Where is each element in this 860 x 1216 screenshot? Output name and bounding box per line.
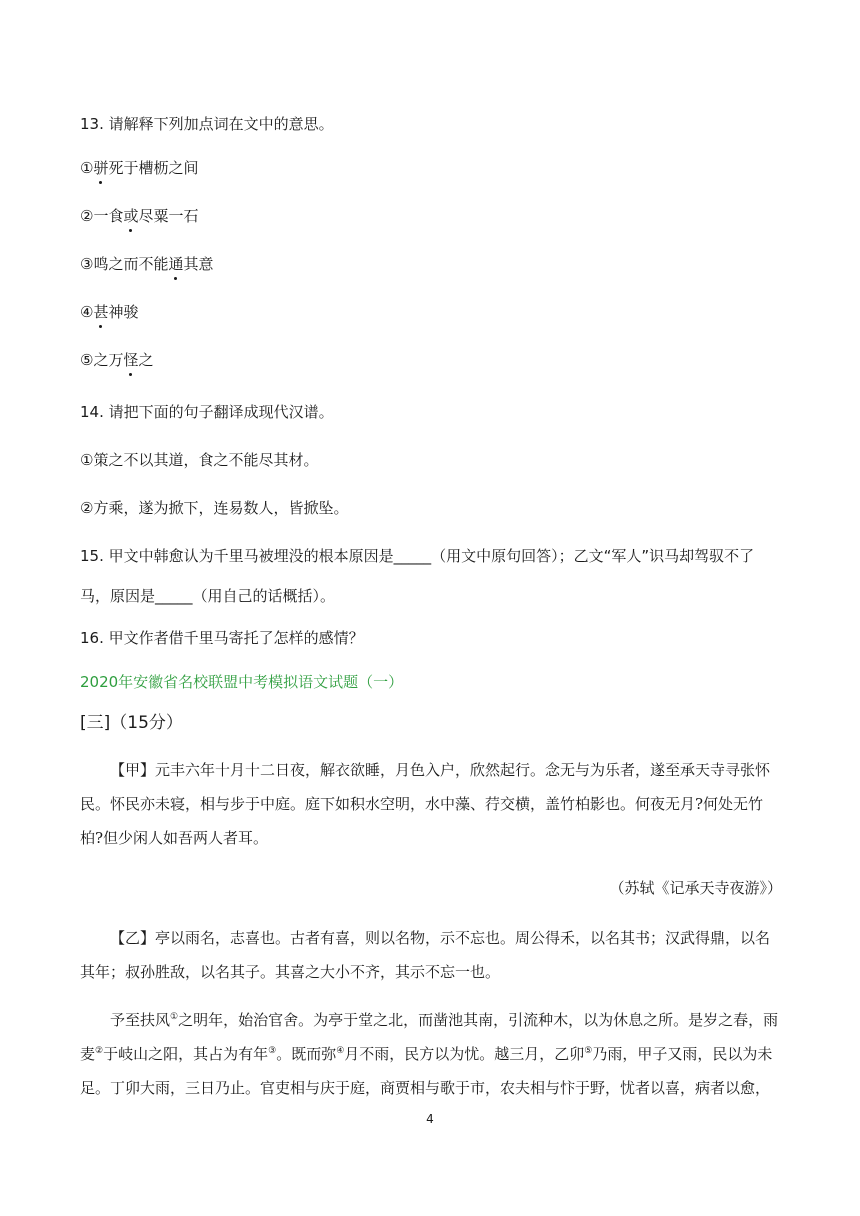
dotted-word: 甚 (93, 300, 108, 324)
footnote-marker: ⑤ (584, 1046, 593, 1056)
passage-jia: 【甲】元丰六年十月十二日夜，解衣欲睡，月色入户，欣然起行。念无与为乐者，遂至承天寺寻张怀民。怀民亦未寝，相与步于中庭。庭下如积水空明，水中藻、荇交横，盖竹柏影也。何夜无月?何处无竹柏?但少闲人如吾两人者耳。 (80, 761, 771, 847)
footnote-marker: ① (170, 1012, 179, 1022)
question-15: 15. 甲文中韩愈认为千里马被埋没的根本原因是_____（用文中原句回答）；乙文“军人”识马却驾驭不了马，原因是_____（用自己的话概括）。 (80, 547, 755, 605)
footnote-marker: ③ (268, 1046, 277, 1056)
q14-item-1: ①策之不以其道，食之不能尽其材。 (80, 451, 319, 469)
q13-item-5: ⑤之万怪之 (80, 348, 153, 372)
passage-yi-paragraph-1: 【乙】亭以雨名，志喜也。古者有喜，则以名物，示不忘也。周公得禾，以名其书；汉武得鼎，以名其年；叔孙胜敌，以名其子。其喜之大小不齐，其示不忘一也。 (80, 929, 771, 981)
page-number: 4 (426, 1112, 434, 1126)
passage-jia-source: （苏轼《记承天寺夜游》） (609, 879, 782, 897)
footnote-marker: ② (95, 1046, 104, 1056)
q13-item-3: ③鸣之而不能通其意 (80, 252, 213, 276)
dotted-word: 怪 (123, 348, 138, 372)
dotted-word: 通 (168, 252, 183, 276)
q13-item-4: ④甚神骏 (80, 300, 138, 324)
footnote-marker: ④ (336, 1046, 345, 1056)
dotted-word: 骈 (93, 156, 108, 180)
passage-yi-paragraph-2: 予至扶风①之明年，始治官舍。为亭于堂之北，而凿池其南，引流种木，以为休息之所。是岁之春，雨麦②于岐山之阳，其占为有年③。既而弥④月不雨，民方以为忧。越三月，乙卯⑤乃雨，甲子又雨，民以为未足。丁卯大雨，三日乃止。官吏相与庆于庭，商贾相与歌于市，农夫相与忭于野，忧者以喜，病者以愈， (80, 1011, 779, 1097)
question-13-stem: 13. 请解释下列加点词在文中的意思。 (80, 115, 334, 133)
dotted-word: 或 (123, 204, 138, 228)
question-14-stem: 14. 请把下面的句子翻译成现代汉谱。 (80, 403, 334, 421)
source-heading: 2020年安徽省名校联盟中考模拟语文试题（一） (80, 673, 404, 691)
section-heading: [三]（15分） (80, 713, 183, 733)
q14-item-2: ②方乘，遂为掀下，连易数人，皆掀坠。 (80, 499, 349, 517)
q13-item-1: ①骈死于槽枥之间 (80, 156, 198, 180)
q13-item-2: ②一食或尽粟一石 (80, 204, 198, 228)
question-16: 16. 甲文作者借千里马寄托了怎样的感情？ (80, 629, 364, 647)
